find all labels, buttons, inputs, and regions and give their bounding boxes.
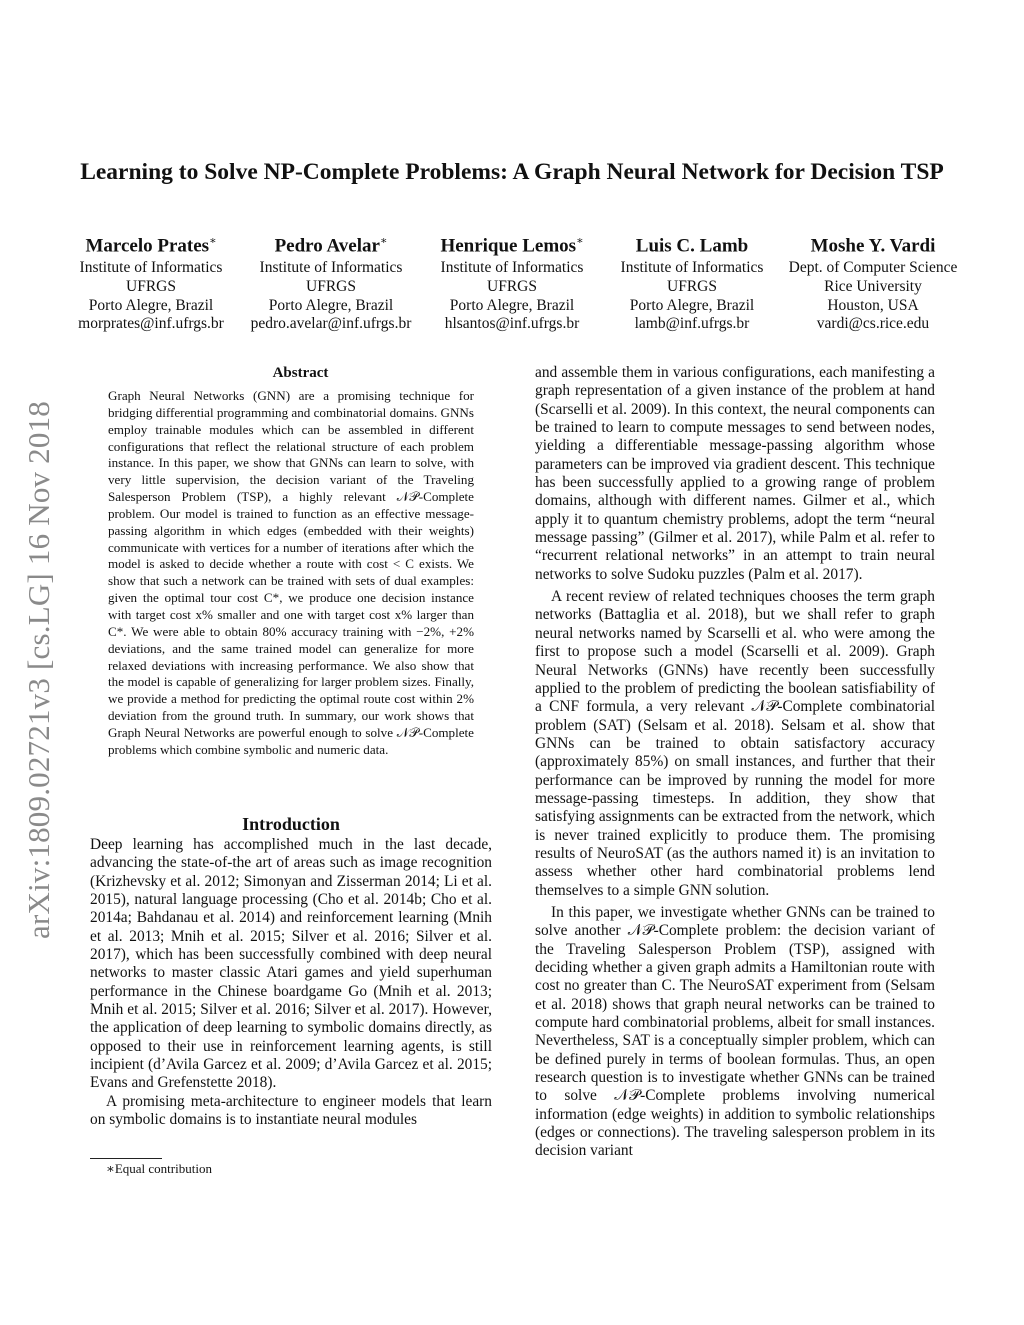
paper-title: Learning to Solve NP-Complete Problems: A Graph Neural Network for Decision TSP: [80, 159, 944, 185]
introduction-heading: Introduction: [242, 814, 340, 834]
author-organization: UFRGS: [126, 277, 176, 295]
footnote: ∗Equal contribution: [106, 1161, 212, 1176]
footnote-divider: [90, 1158, 162, 1159]
author-location: Porto Alegre, Brazil: [268, 296, 394, 314]
author-organization: UFRGS: [667, 277, 717, 295]
introduction-paragraph: A promising meta-architecture to engineer models that learn on symbolic domains is to instantiate neural modules: [90, 1092, 492, 1129]
author-affiliation: Dept. of Computer Science: [788, 259, 958, 277]
author-affiliation: Institute of Informatics: [620, 259, 764, 277]
author-block: [420, 229, 604, 334]
author-name: Luis C. Lamb: [635, 235, 749, 257]
author-name: Marcelo Prates∗: [85, 235, 217, 257]
abstract-paragraph: Graph Neural Networks (GNN) are a promising technique for bridging differential programming and combinatorial domains. GNNs employ trainable modules which can be assembled in different configurations that reflect the relational structure of each problem instance. In this paper, we show that GNNs can learn to solve, with very little supervision, the decision variant of the Traveling Salesperson Problem (TSP), a highly relevant 𝒩𝒫-Complete problem. Our model is trained to function as an effective message-passing algorithm in which edges (embedded with their weights) communicate with vertices for a number of iterations after which the model is asked to decide whether a route with cost < C exists. We show that such a network can be trained with sets of dual examples: given the optimal tour cost C*, we produce one decision instance with target cost x% smaller and one with target cost x% larger than C*. We were able to obtain 80% accuracy training with −2%, +2% deviations, and the same trained model can generalize for more relaxed deviations with increasing performance. We also show that the model is capable of generalizing for larger problem sizes. Finally, we provide a method for predicting the optimal route cost within 2% deviation from the ground truth. In summary, our work shows that Graph Neural Networks are powerful enough to solve 𝒩𝒫-Complete problems which combine symbolic and numeric data.: [108, 388, 474, 757]
body-paragraph: and assemble them in various configurations, each manifesting a graph representation of a given instance of the problem at hand (Scarselli et al. 2009). In this context, the neural components can be trained to learn to compute messages to send between nodes, yielding a differentiable message-passing algorithm whose parameters can be improved via gradient descent. This technique has been successfully applied to a growing range of problem domains, although with different names. Gilmer et al., which apply it to quantum chemistry problems, adopt the term “neural message passing” (Gilmer et al. 2017), while Palm et al. refer to “recurrent relational networks” in an attempt to train neural networks to solve Sudoku puzzles (Palm et al. 2017).: [535, 364, 935, 583]
introduction-paragraph: Deep learning has accomplished much in the last decade, advancing the state-of-the art of areas such as image recognition (Krizhevsky et al. 2012; Simonyan and Zisserman 2014; Li et al. 2015), natural language processing (Cho et al. 2014b; Cho et al. 2014a; Bahdanau et al. 2014) and reinforcement learning (Mnih et al. 2013; Mnih et al. 2015; Silver et al. 2016; Silver et al. 2017), which has been successfully combined with deep neural networks to master classic Atari games and yield superhuman performance in the Chinese boardgame Go (Mnih et al. 2013; Mnih et al. 2015; Silver et al. 2016; Silver et al. 2017). However, the application of deep learning to symbolic domains directly, as opposed to their use in reinforcement learning agents, is still incipient (d’Avila Garcez et al. 2009; d’Avila Garcez et al. 2015; Evans and Grefenstette 2018).: [90, 836, 492, 1092]
right-column-text: [535, 364, 935, 1161]
author-email: vardi@cs.rice.edu: [816, 315, 930, 333]
author-block: [781, 229, 965, 334]
author-location: Porto Alegre, Brazil: [88, 296, 214, 314]
author-location: Porto Alegre, Brazil: [449, 296, 575, 314]
author-email: morprates@inf.ufrgs.br: [78, 315, 224, 333]
author-email: pedro.avelar@inf.ufrgs.br: [250, 315, 412, 333]
author-block: [239, 229, 423, 334]
body-paragraph: In this paper, we investigate whether GNNs can be trained to solve another 𝒩𝒫-Complete problem: the decision variant of the Traveling Salesperson Problem (TSP), assigned with deciding whether a given graph admits a Hamiltonian route with cost no greater than C. The NeuroSAT experiment from (Selsam et al. 2018) shows that graph neural networks can be trained to compute hard combinatorial problems, albeit for small instances. Nevertheless, SAT is a conceptually simpler problem, which can be defined purely in terms of boolean formulas. Thus, an open research question is to investigate whether GNNs can be trained to solve 𝒩𝒫-Complete problems involving numerical information (edge weights) in addition to symbolic relationships (edges or connections). The traveling salesperson problem in its decision variant: [535, 903, 935, 1160]
author-location: Houston, USA: [827, 296, 919, 314]
arxiv-identifier-stamp: arXiv:1809.02721v3 [cs.LG] 16 Nov 2018: [21, 401, 56, 939]
author-location: Porto Alegre, Brazil: [629, 296, 755, 314]
author-name: Pedro Avelar∗: [274, 235, 388, 257]
author-name: Moshe Y. Vardi: [810, 235, 936, 257]
author-block: [59, 229, 243, 334]
introduction-text: [90, 836, 492, 1130]
abstract-heading: Abstract: [272, 365, 329, 381]
author-email: hlsantos@inf.ufrgs.br: [444, 315, 580, 333]
abstract-text: [108, 388, 474, 759]
author-affiliation: Institute of Informatics: [259, 259, 403, 277]
author-email: lamb@inf.ufrgs.br: [634, 315, 750, 333]
author-block: [600, 229, 784, 334]
author-affiliation: Institute of Informatics: [79, 259, 223, 277]
author-affiliation: Institute of Informatics: [440, 259, 584, 277]
author-organization: UFRGS: [487, 277, 537, 295]
author-organization: Rice University: [824, 277, 922, 295]
author-organization: UFRGS: [306, 277, 356, 295]
author-name: Henrique Lemos∗: [440, 235, 584, 257]
body-paragraph: A recent review of related techniques chooses the term graph networks (Battaglia et al. 2018), but we shall refer to graph neural networks named by Scarselli et al. who were among the first to propose such a model (Scarselli et al. 2009). Graph Neural Networks (GNNs) have recently been successfully applied to the problem of predicting the boolean satisfiability of a CNF formula, a very relevant 𝒩𝒫-Complete combinatorial problem (SAT) (Selsam et al. 2018). Selsam et al. show that GNNs can be trained to obtain satisfactory accuracy (approximately 85%) on small instances, and further that their performance can be improved by running the model for more message-passing timesteps. In addition, they show that satisfying assignments can be extracted from the network, which is never trained explicitly to produce them. The promising results of NeuroSAT (as the authors named it) is an invitation to assess whether other hard combinatorial problems lend themselves to a simple GNN solution.: [535, 588, 935, 899]
